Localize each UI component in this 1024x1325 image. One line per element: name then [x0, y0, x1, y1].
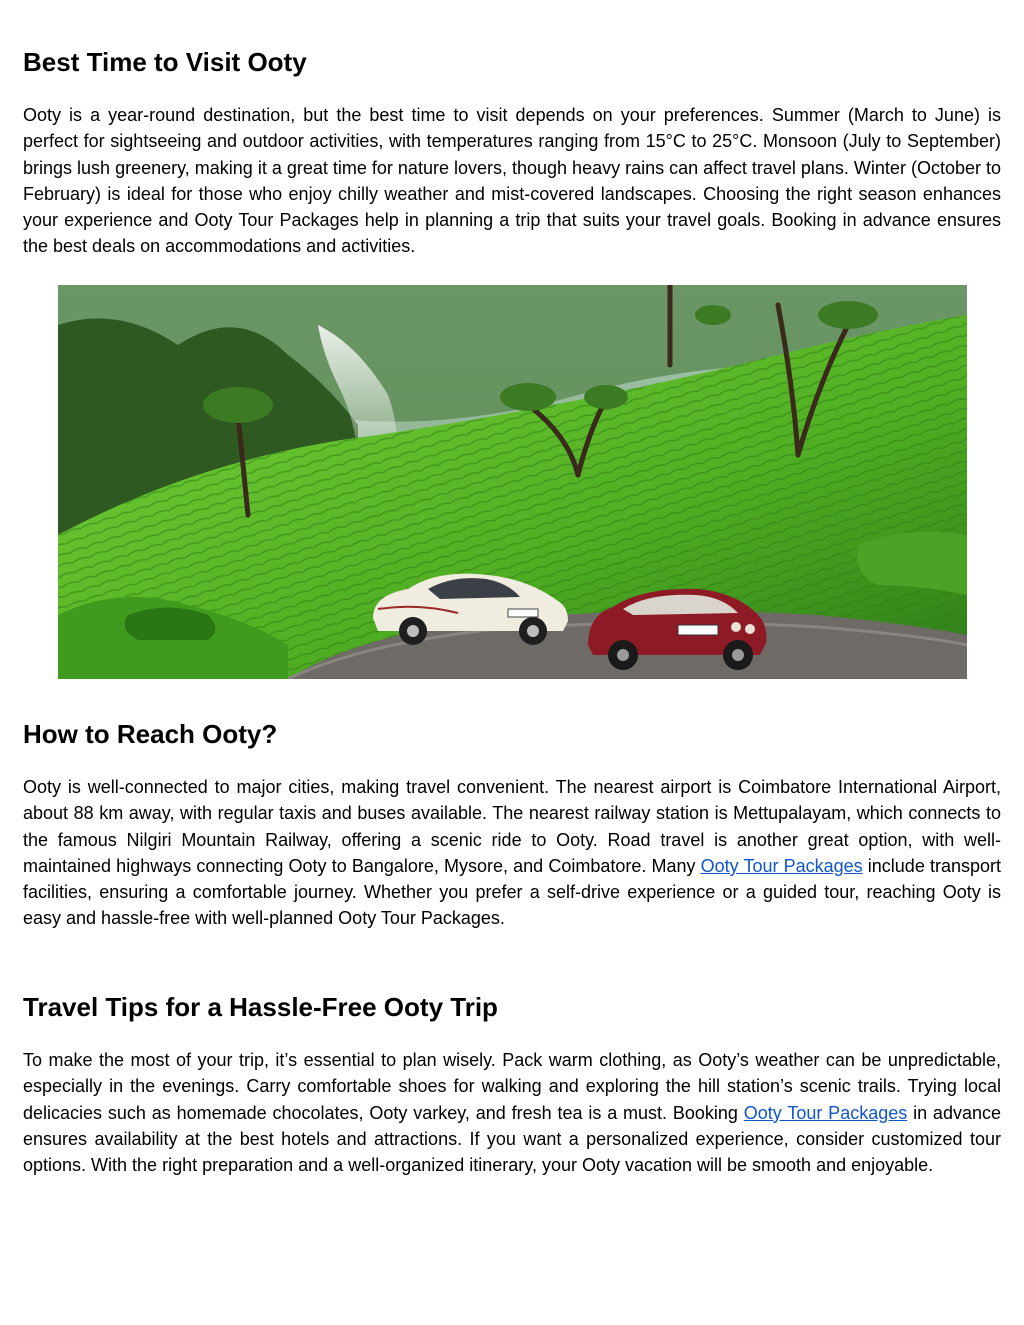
section-travel-tips: [23, 991, 1001, 1178]
heading-how-to-reach: How to Reach Ooty?: [23, 719, 278, 749]
paragraph-best-time: Ooty is a year-round destination, but the best time to visit depends on your preferences. Summer (March to June) is perfect for sightseeing and outdoor activities, with temperatures ranging from 15°C to 25°C. Monsoon (July to September) brings lush greenery, making it a great time for nature lovers, though heavy rains can affect travel plans. Winter (October to February) is ideal for those who enjoy chilly weather and mist-covered landscapes. Choosing the right season enhances your experience and Ooty Tour Packages help in planning a trip that suits your travel goals. Booking in advance ensures the best deals on accommodations and activities.: [23, 105, 1001, 257]
text-how-to-reach-part2: include transport facilities, ensuring a comfortable journey. Whether you prefer a self-drive experience or a guided tour, reaching Ooty is easy and hassle-free with well-planned Ooty Tour Packages.: [23, 855, 1001, 929]
text-travel-tips-part2: in advance ensures availability at the best hotels and attractions. If you want a personalized experience, consider customized tour options. With the right preparation and a well-organized itinerary, your Ooty vacation will be smooth and enjoyable.: [23, 1102, 1001, 1176]
section-how-to-reach: [23, 718, 1001, 932]
heading-best-time: Best Time to Visit Ooty: [23, 47, 307, 77]
section-best-time: [23, 46, 1001, 260]
link-ooty-tour-packages-2[interactable]: Ooty Tour Packages: [743, 1102, 908, 1123]
tea-plantation-photo: [58, 285, 967, 679]
text-travel-tips-part1: To make the most of your trip, it’s essential to plan wisely. Pack warm clothing, as Ooty’s weather can be unpredictable, especially in the evenings. Carry comfortable shoes for walking and exploring the hill station’s scenic trails. Trying local delicacies such as homemade chocolates, Ooty varkey, and fresh tea is a must. Booking: [23, 1050, 1001, 1123]
paragraph-travel-tips: [23, 1047, 1001, 1178]
text-how-to-reach-part1: Ooty is well-connected to major cities, making travel convenient. The nearest airport is Coimbatore International Airport, about 88 km away, with regular taxis and buses available. The nearest railway station is Mettupalayam, which connects to the famous Nilgiri Mountain Railway, offering a scenic ride to Ooty. Road travel is another great option, with well-maintained highways connecting Ooty to Bangalore, Mysore, and Coimbatore. Many: [23, 777, 1001, 876]
link-ooty-tour-packages[interactable]: Ooty Tour Packages: [700, 855, 863, 876]
paragraph-how-to-reach: [23, 774, 1001, 932]
heading-travel-tips: Travel Tips for a Hassle-Free Ooty Trip: [23, 992, 498, 1022]
